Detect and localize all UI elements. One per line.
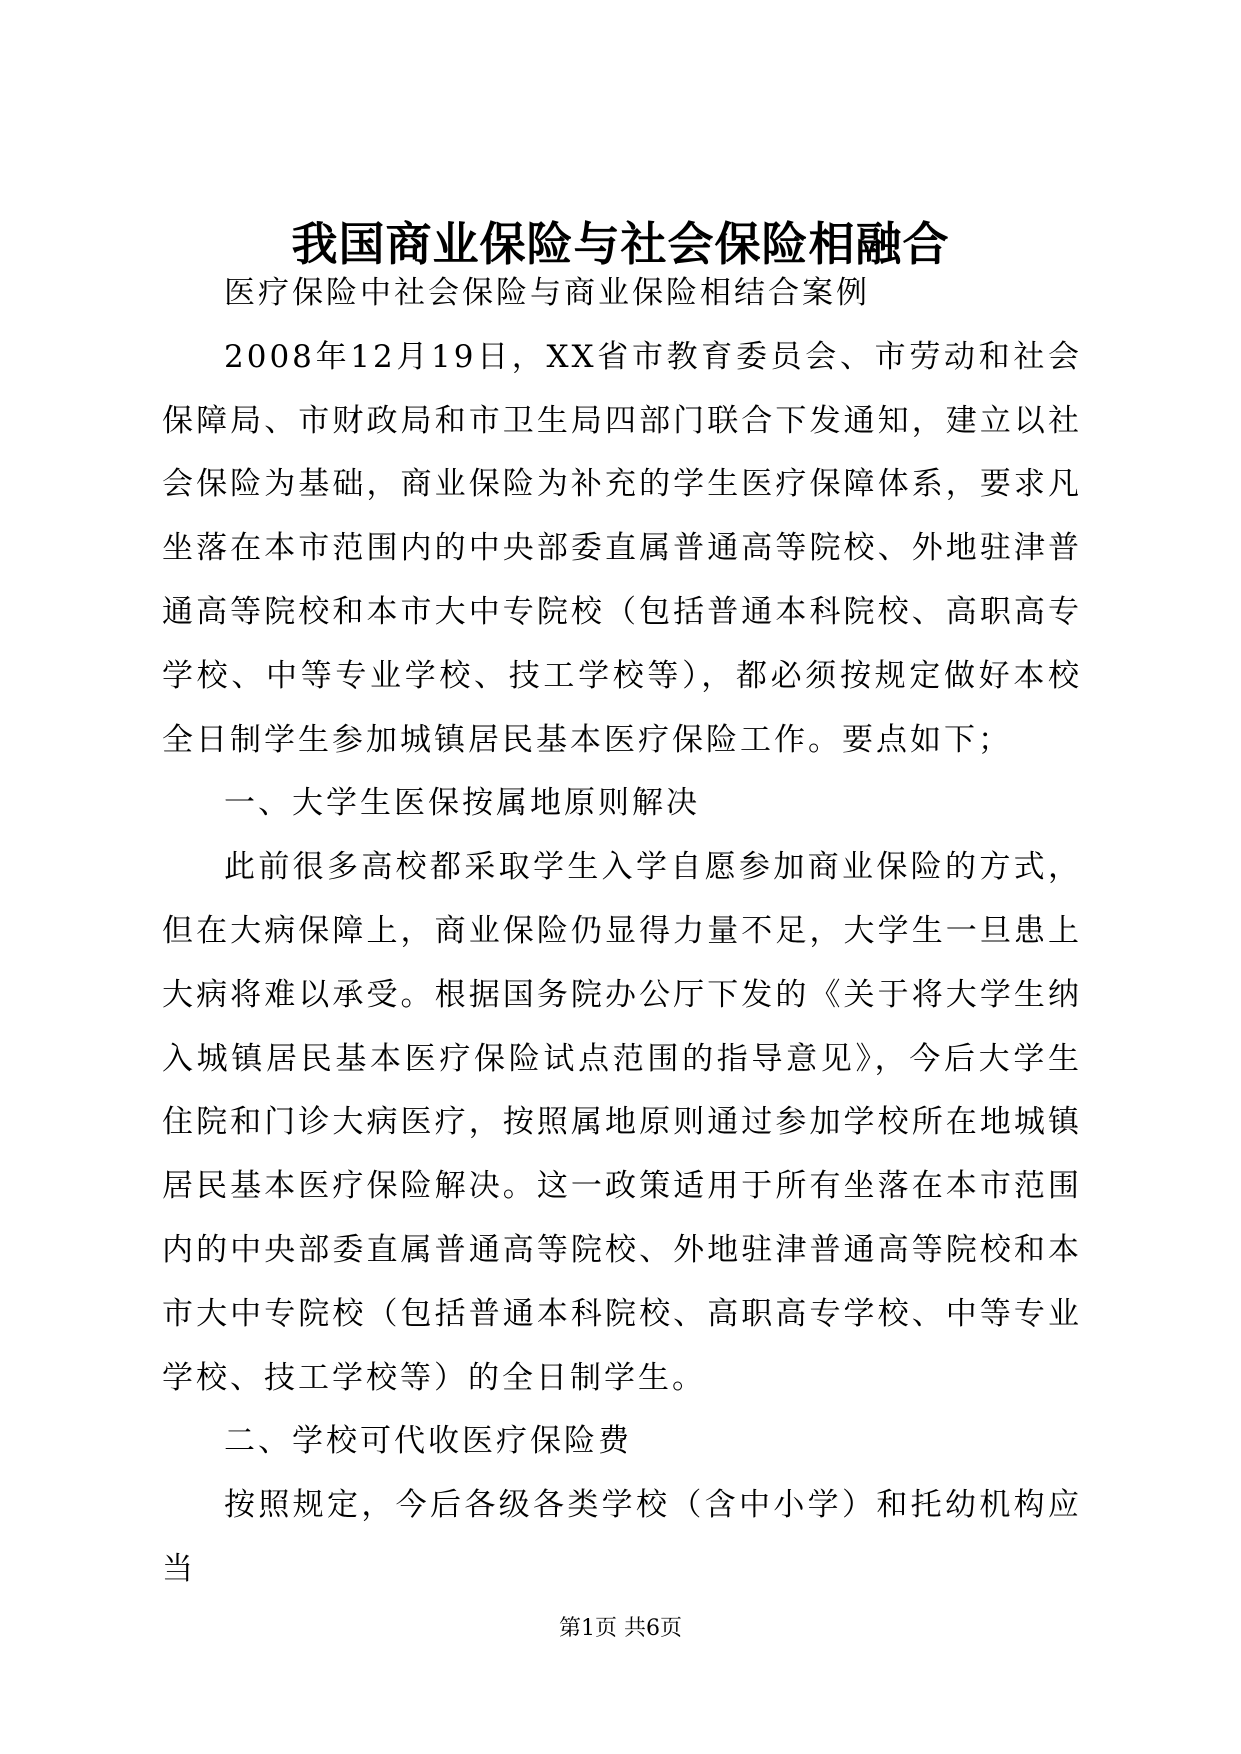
- section-heading-2: 二、学校可代收医疗保险费: [224, 1423, 632, 1460]
- paragraph-subtitle: 医疗保险中社会保险与商业保险相结合案例: [224, 275, 870, 311]
- document-body: [162, 262, 1082, 1602]
- document-title: 我国商业保险与社会保险相融合: [291, 217, 950, 271]
- paragraph-intro: 2008年12月19日，XX省市教育委员会、市劳动和社会保障局、市财政局和市卫生局四部门联合下发通知，建立以社会保险为基础，商业保险为补充的学生医疗保障体系，要求凡坐落在本市范围内的中央部委直属普通高等院校、外地驻津普通高等院校和本市大中专院校（包括普通本科院校、高职高专学校、中等专业学校、技工学校等），都必须按规定做好本校全日制学生参加城镇居民基本医疗保险工作。要点如下；: [162, 338, 1082, 758]
- paragraph-section-1: 此前很多高校都采取学生入学自愿参加商业保险的方式，但在大病保障上，商业保险仍显得力量不足，大学生一旦患上大病将难以承受。根据国务院办公厅下发的《关于将大学生纳入城镇居民基本医疗保险试点范围的指导意见》，今后大学生住院和门诊大病医疗，按照属地原则通过参加学校所在地城镇居民基本医疗保险解决。这一政策适用于所有坐落在本市范围内的中央部委直属普通高等院校、外地驻津普通高等院校和本市大中专院校（包括普通本科院校、高职高专学校、中等专业学校、技工学校等）的全日制学生。: [162, 849, 1082, 1396]
- paragraph-section-2: 按照规定，今后各级各类学校（含中小学）和托幼机构应当: [162, 1487, 1082, 1587]
- page-number-footer: 第1页 共6页: [559, 1616, 682, 1641]
- section-heading-1: 一、大学生医保按属地原则解决: [224, 785, 700, 822]
